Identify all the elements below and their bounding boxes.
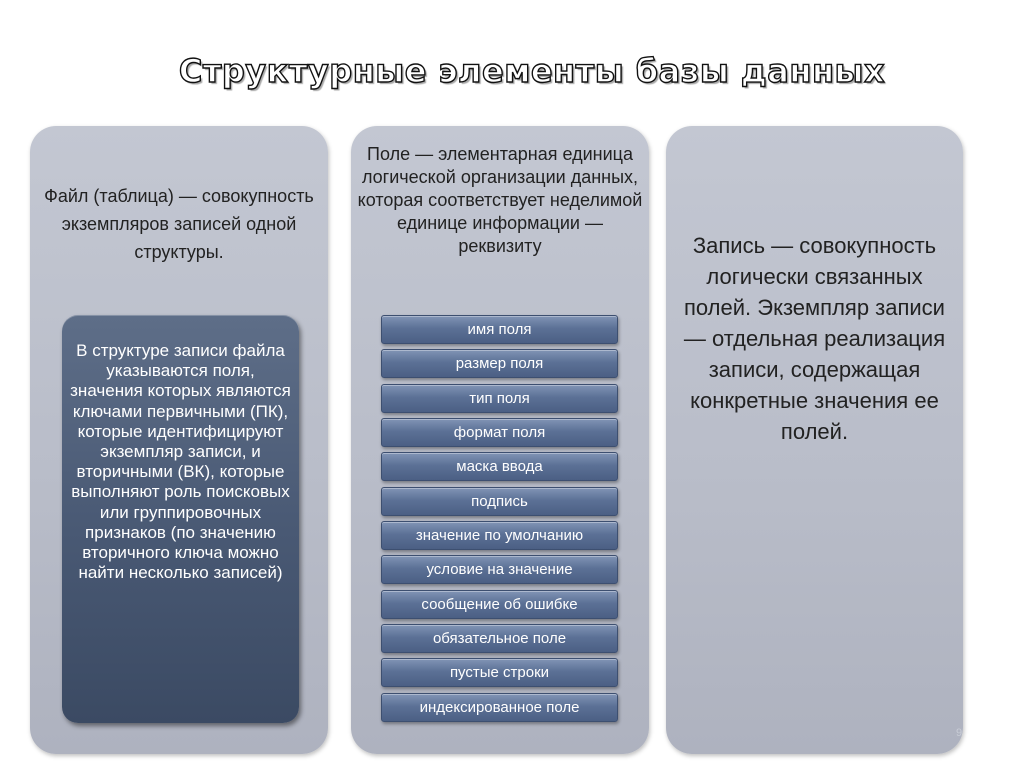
field-property-size: размер поля — [381, 349, 618, 378]
field-property-required: обязательное поле — [381, 624, 618, 653]
field-column — [351, 126, 649, 754]
record-structure-text: В структуре записи файла указываются поля, значения которых являются ключами первичными (ПК), которые идентифицируют экземпляр записи, и вторичными (ВК), которые выполняют роль поисковых или группировочных признаков (по значению вторичного ключа можно найти несколько записей) — [70, 341, 291, 583]
record-definition: Запись — совокупность логически связанных полей. Экземпляр записи — отдельная реализация записи, содержащая конкретные значения ее полей. — [683, 233, 946, 444]
field-property-name: имя поля — [381, 315, 618, 344]
field-properties-list — [381, 315, 618, 727]
field-property-default-value: значение по умолчанию — [381, 521, 618, 550]
slide-title: Структурные элементы базы данных — [178, 52, 886, 90]
page-number: 9 — [956, 727, 963, 739]
field-definition: Поле — элементарная единица логической организации данных, которая соответствует неделимой единице информации — реквизиту — [357, 144, 643, 256]
record-structure-box — [62, 315, 299, 723]
field-property-input-mask: маска ввода — [381, 452, 618, 481]
field-property-type: тип поля — [381, 384, 618, 413]
field-property-allow-empty: пустые строки — [381, 658, 618, 687]
field-property-indexed: индексированное поле — [381, 693, 618, 722]
field-property-validation-rule: условие на значение — [381, 555, 618, 584]
field-property-caption: подпись — [381, 487, 618, 516]
field-property-format: формат поля — [381, 418, 618, 447]
file-definition: Файл (таблица) — совокупность экземпляров записей одной структуры. — [44, 186, 314, 262]
file-column — [30, 126, 328, 754]
field-property-validation-text: сообщение об ошибке — [381, 590, 618, 619]
record-column — [666, 126, 963, 754]
